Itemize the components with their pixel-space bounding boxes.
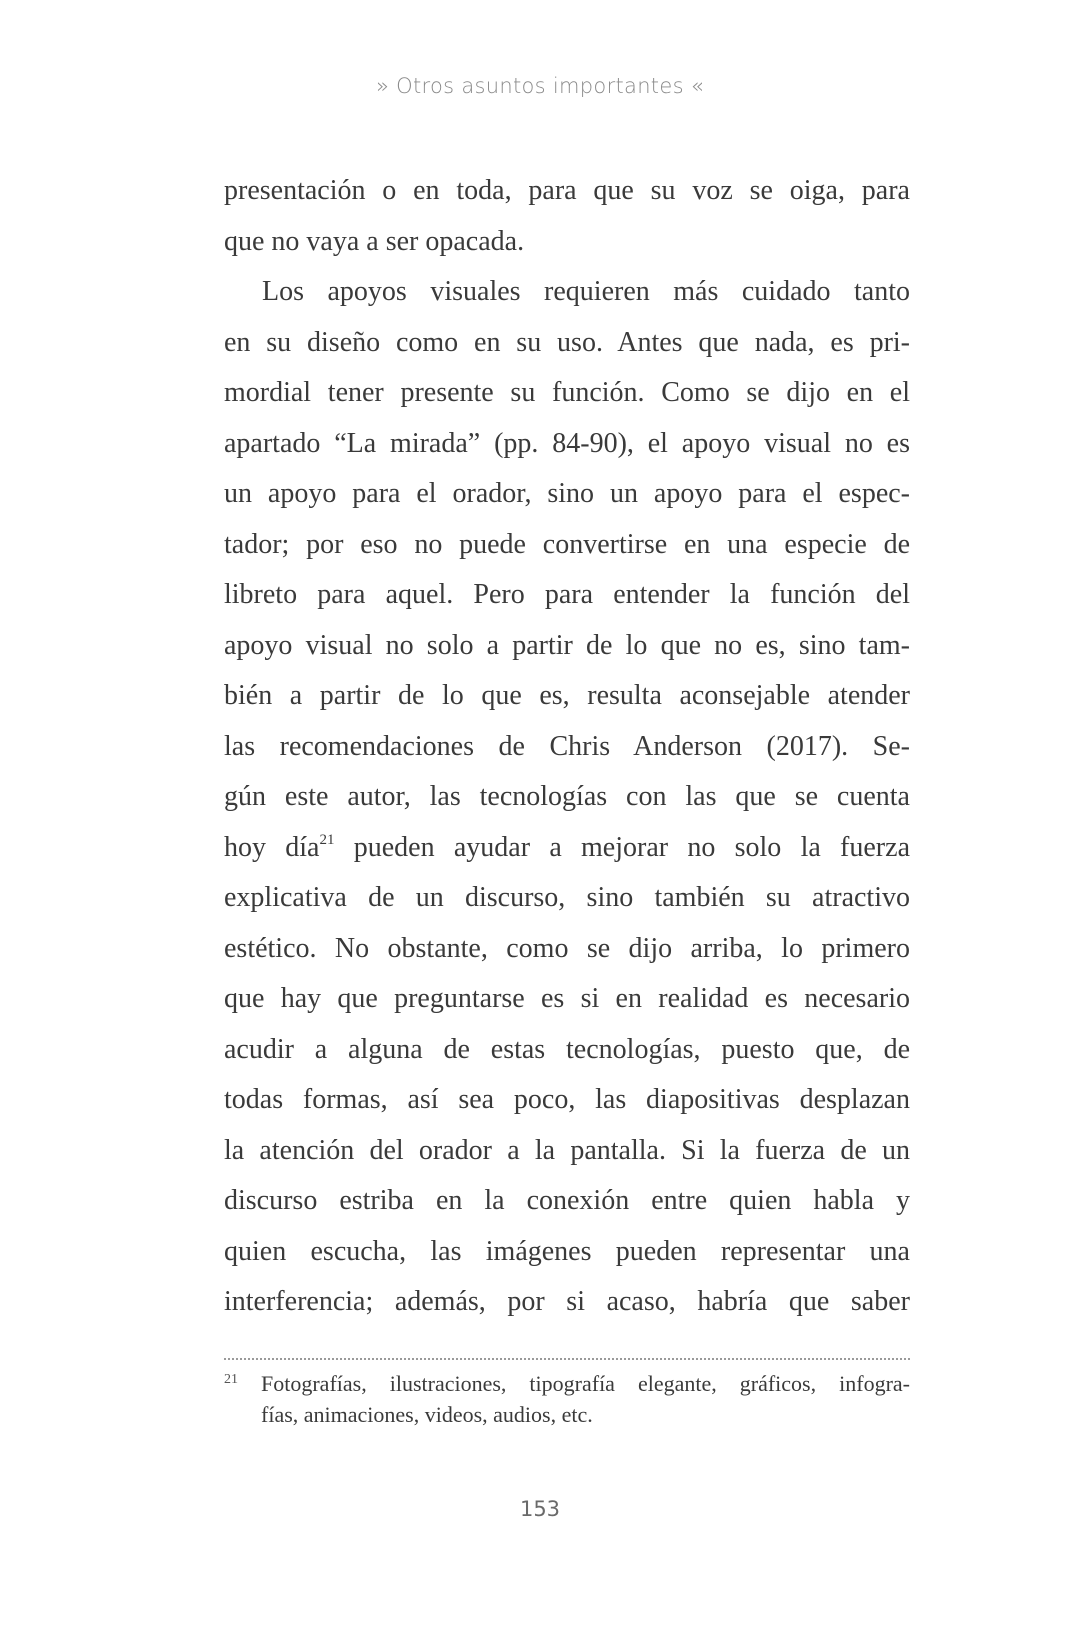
text-line: acudir a alguna de estas tecnologías, puesto que, de xyxy=(224,1033,910,1065)
text-line: gún este autor, las tecnologías con las que se cuenta xyxy=(224,781,910,812)
text-line: apoyo visual no solo a partir de lo que no es, sino tam- xyxy=(224,629,910,661)
text-line: libreto para aquel. Pero para entender la función del xyxy=(224,579,910,610)
body-text xyxy=(224,166,910,1328)
text-line: apartado “La mirada” (pp. 84-90), el apoyo visual no es xyxy=(224,427,910,459)
footnote-divider xyxy=(224,1358,910,1360)
text-line: todas formas, así sea poco, las diapositivas desplazan xyxy=(224,1084,910,1115)
footnote-line: fías, animaciones, videos, audios, etc. xyxy=(261,1402,593,1427)
footnote-text xyxy=(261,1368,910,1430)
text-line: un apoyo para el orador, sino un apoyo para el espec- xyxy=(224,478,910,509)
text-fragment: hoy día xyxy=(224,831,320,863)
text-line: mordial tener presente su función. Como se dijo en el xyxy=(224,377,910,408)
page-number: 153 xyxy=(519,1497,561,1521)
running-header: » Otros asuntos importantes « xyxy=(376,74,704,98)
text-fragment: pueden ayudar a mejorar no solo la fuerza xyxy=(334,831,910,863)
text-line: discurso estriba en la conexión entre quien habla y xyxy=(224,1185,910,1216)
text-line: la atención del orador a la pantalla. Si la fuerza de un xyxy=(224,1134,910,1166)
text-line: explicativa de un discurso, sino también su atractivo xyxy=(224,882,910,913)
text-line: que no vaya a ser opacada. xyxy=(224,225,525,257)
text-line: las recomendaciones de Chris Anderson (2017). Se- xyxy=(224,730,910,762)
text-line: estético. No obstante, como se dijo arriba, lo primero xyxy=(224,932,910,964)
text-line: presentación o en toda, para que su voz se oiga, para xyxy=(224,175,910,206)
footnote-number: 21 xyxy=(224,1372,238,1387)
text-line: que hay que preguntarse es si en realidad es necesario xyxy=(224,983,910,1014)
text-line: bién a partir de lo que es, resulta aconsejable atender xyxy=(224,680,910,711)
text-line: interferencia; además, por si acaso, habría que saber xyxy=(224,1286,910,1317)
text-line-with-footnote-ref xyxy=(224,823,910,874)
footnote xyxy=(224,1368,910,1430)
text-line: quien escucha, las imágenes pueden representar una xyxy=(224,1235,910,1267)
text-line: Los apoyos visuales requieren más cuidado tanto xyxy=(262,276,910,307)
text-line: tador; por eso no puede convertirse en una especie de xyxy=(224,528,910,560)
text-line: en su diseño como en su uso. Antes que nada, es pri- xyxy=(224,326,910,358)
footnote-line: Fotografías, ilustraciones, tipografía elegante, gráficos, infogra- xyxy=(261,1371,910,1396)
footnote-reference[interactable]: 21 xyxy=(319,831,335,848)
